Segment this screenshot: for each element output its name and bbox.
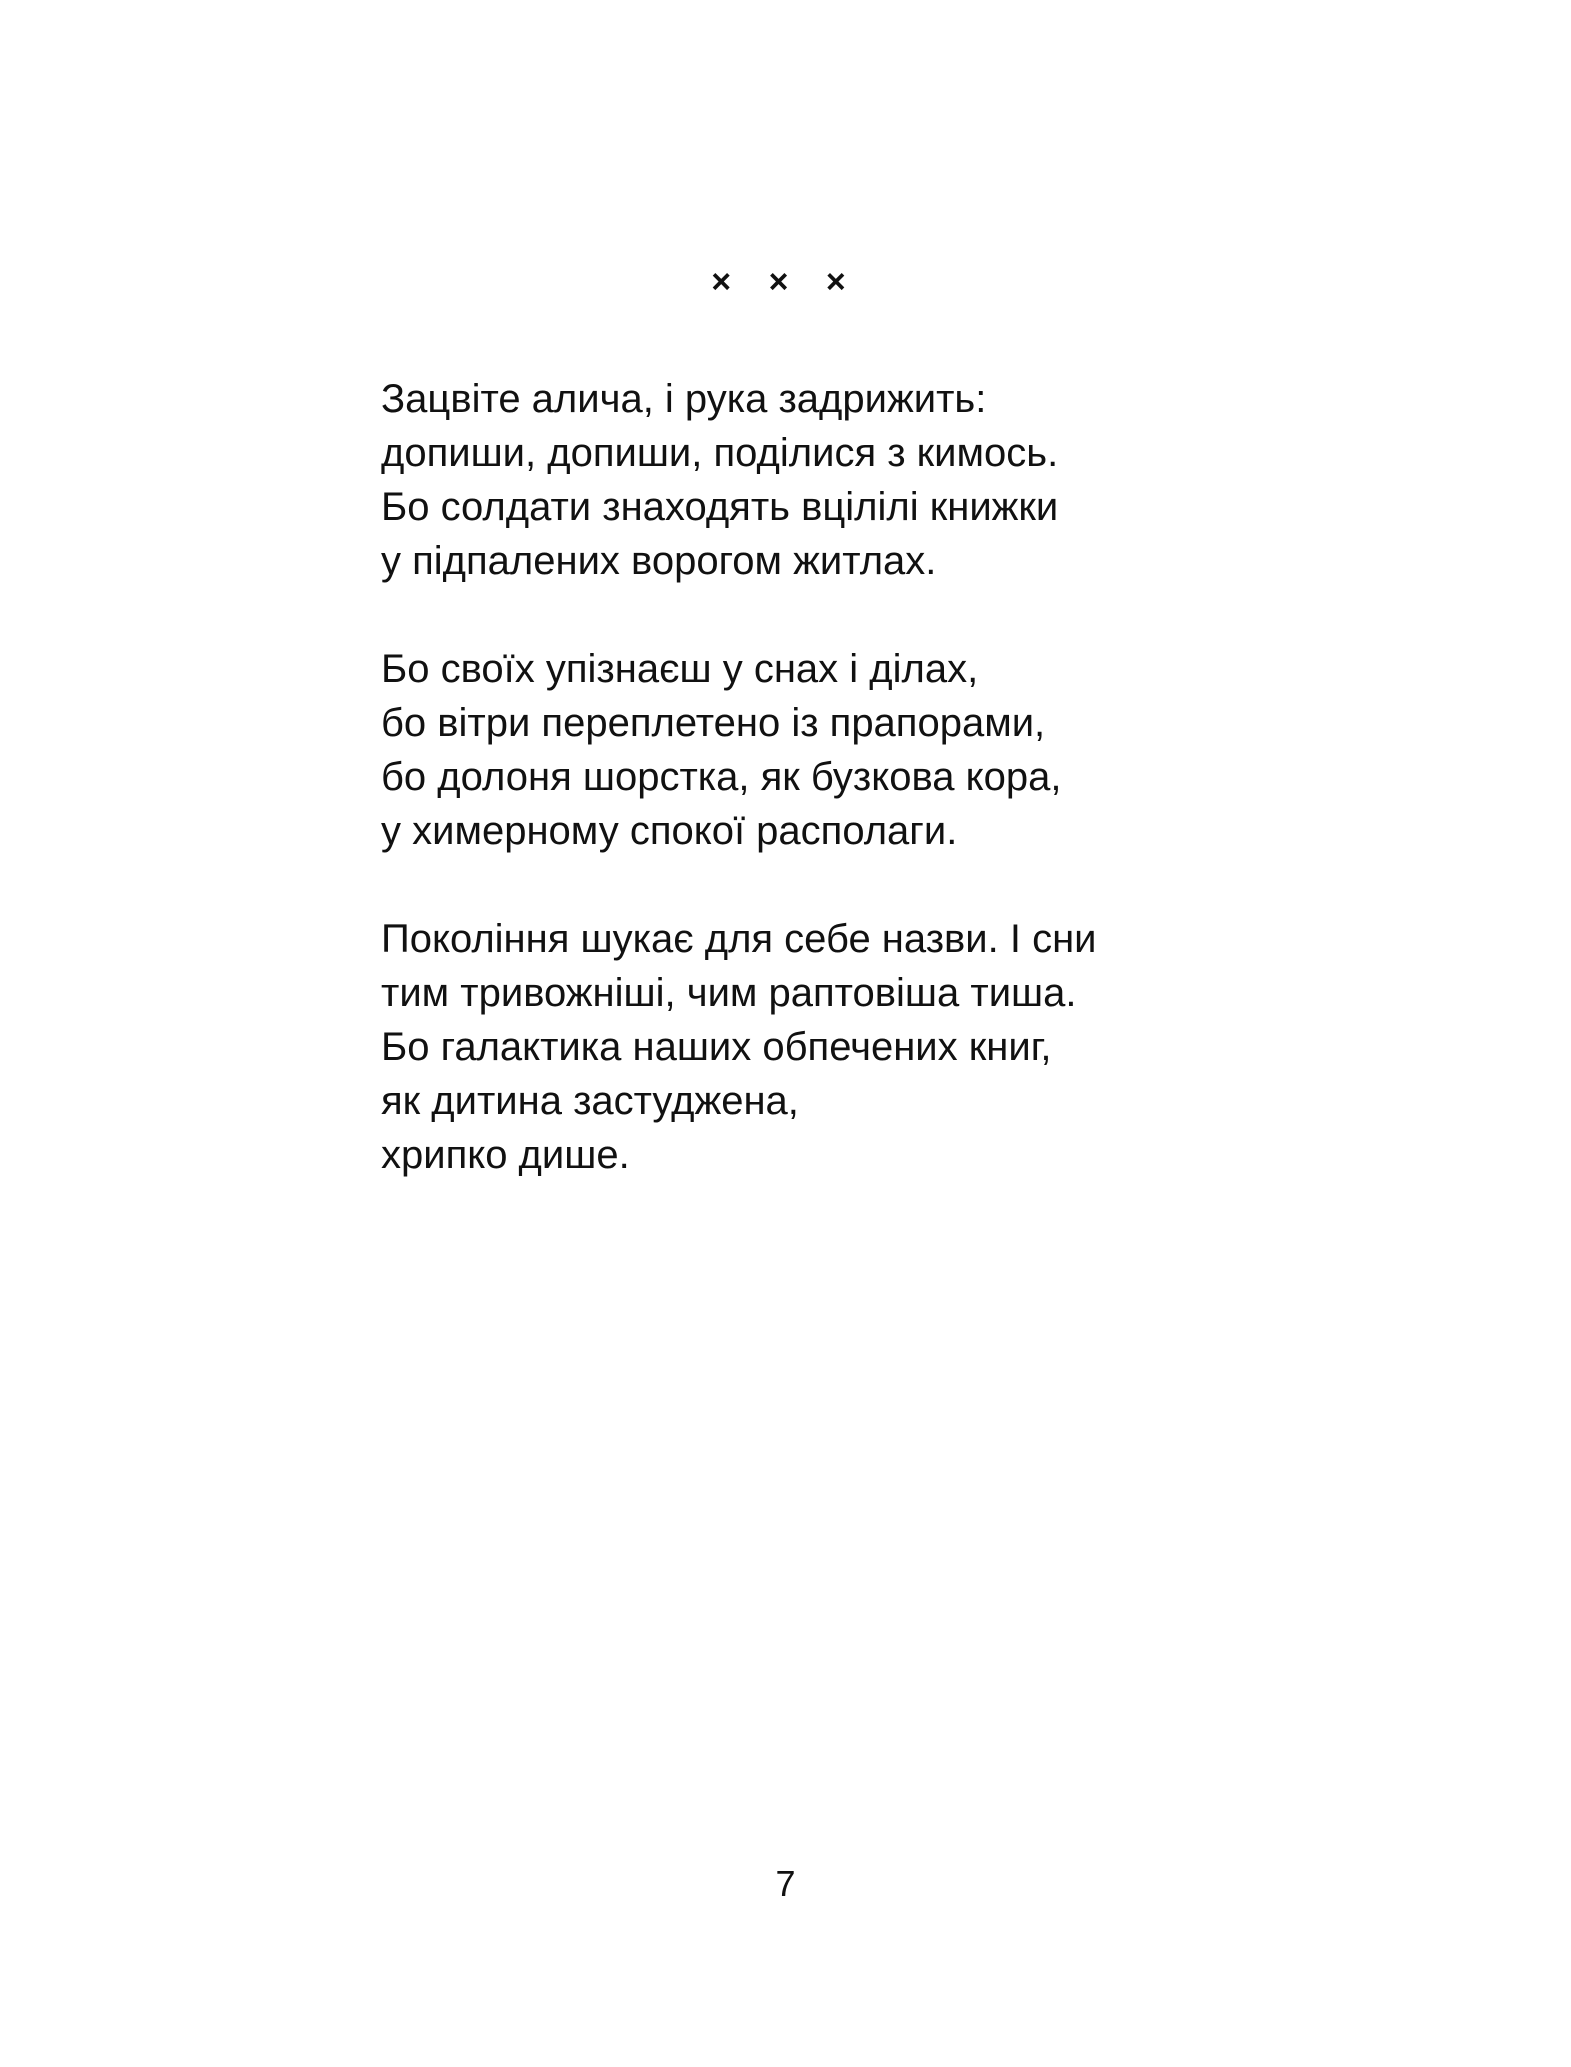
poem-line: Бо солдати знаходять вцілілі книжки — [381, 485, 1059, 529]
poem-line: бо вітри переплетено із прапорами, — [381, 701, 1046, 745]
stanza-2 — [381, 642, 1381, 858]
page-number: 7 — [775, 1863, 796, 1904]
poem-line: Покоління шукає для себе назви. І сни — [381, 917, 1097, 961]
poem-line: Зацвіте алича, і рука задрижить: — [381, 377, 987, 421]
poem-line: у підпалених ворогом житлах. — [381, 539, 937, 583]
poem-line: тим тривожніші, чим раптовіша тиша. — [381, 971, 1077, 1015]
stanza-3 — [381, 912, 1381, 1182]
poem-line: у химерному спокої располаги. — [381, 809, 958, 853]
section-separator: × × × — [711, 263, 860, 301]
poem-line: хрипко дише. — [381, 1133, 630, 1177]
poem — [381, 372, 1381, 1236]
poem-line: Бо галактика наших обпечених книг, — [381, 1025, 1052, 1069]
poem-line: допиши, допиши, поділися з кимось. — [381, 431, 1059, 475]
poem-line: бо долоня шорстка, як бузкова кора, — [381, 755, 1062, 799]
poem-line: як дитина застуджена, — [381, 1079, 799, 1123]
stanza-1 — [381, 372, 1381, 588]
poem-line: Бо своїх упізнаєш у снах і ділах, — [381, 647, 979, 691]
